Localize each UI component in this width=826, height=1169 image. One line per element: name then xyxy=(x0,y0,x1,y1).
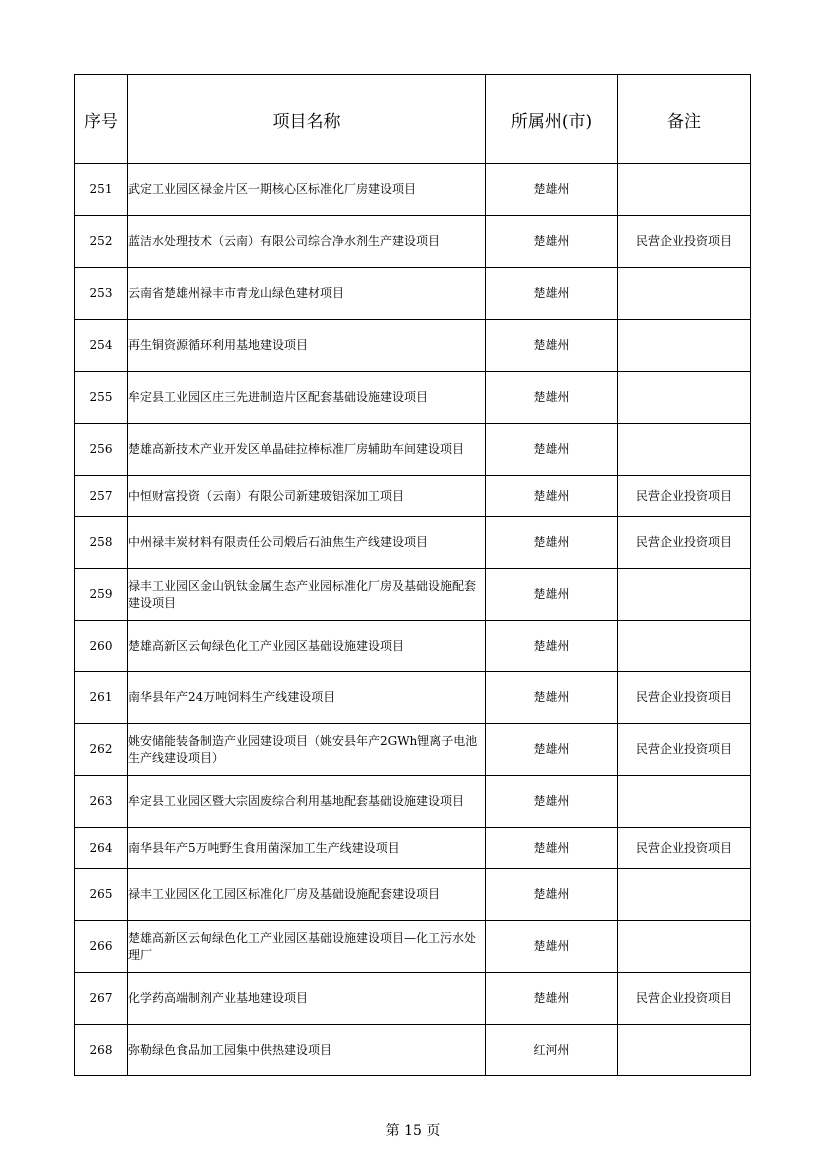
table-row xyxy=(75,869,751,921)
table-row xyxy=(75,164,751,216)
row-prefecture: 楚雄州 xyxy=(486,320,618,372)
row-serial-number: 256 xyxy=(75,424,128,476)
row-project-name: 禄丰工业园区金山钒钛金属生态产业园标准化厂房及基础设施配套建设项目 xyxy=(128,569,486,621)
row-serial-number: 251 xyxy=(75,164,128,216)
row-prefecture: 楚雄州 xyxy=(486,424,618,476)
row-serial-number: 259 xyxy=(75,569,128,621)
table-row xyxy=(75,517,751,569)
row-serial-number: 263 xyxy=(75,776,128,828)
row-serial-number: 253 xyxy=(75,268,128,320)
row-project-name: 南华县年产24万吨饲料生产线建设项目 xyxy=(128,672,486,724)
row-project-name: 中州禄丰炭材料有限责任公司煅后石油焦生产线建设项目 xyxy=(128,517,486,569)
table-header xyxy=(75,75,751,164)
row-remarks xyxy=(618,869,751,921)
row-prefecture: 楚雄州 xyxy=(486,569,618,621)
row-project-name: 姚安储能装备制造产业园建设项目（姚安县年产2GWh锂离子电池生产线建设项目） xyxy=(128,724,486,776)
table-row xyxy=(75,724,751,776)
header-row xyxy=(75,75,751,164)
row-remarks: 民营企业投资项目 xyxy=(618,724,751,776)
row-remarks xyxy=(618,921,751,973)
row-remarks xyxy=(618,372,751,424)
row-project-name: 武定工业园区禄金片区一期核心区标准化厂房建设项目 xyxy=(128,164,486,216)
table-row xyxy=(75,828,751,869)
table-row xyxy=(75,569,751,621)
table-row xyxy=(75,621,751,672)
row-remarks: 民营企业投资项目 xyxy=(618,476,751,517)
row-remarks: 民营企业投资项目 xyxy=(618,828,751,869)
table-row xyxy=(75,921,751,973)
row-prefecture: 楚雄州 xyxy=(486,372,618,424)
row-serial-number: 265 xyxy=(75,869,128,921)
row-project-name: 牟定县工业园区暨大宗固废综合利用基地配套基础设施建设项目 xyxy=(128,776,486,828)
row-project-name: 楚雄高新区云甸绿色化工产业园区基础设施建设项目 xyxy=(128,621,486,672)
table-row xyxy=(75,973,751,1025)
row-serial-number: 255 xyxy=(75,372,128,424)
row-prefecture: 楚雄州 xyxy=(486,724,618,776)
header-remarks: 备注 xyxy=(618,75,751,164)
row-serial-number: 257 xyxy=(75,476,128,517)
row-prefecture: 楚雄州 xyxy=(486,828,618,869)
row-project-name: 禄丰工业园区化工园区标准化厂房及基础设施配套建设项目 xyxy=(128,869,486,921)
row-prefecture: 楚雄州 xyxy=(486,621,618,672)
table-row xyxy=(75,268,751,320)
table-row xyxy=(75,372,751,424)
projects-table xyxy=(74,74,751,1076)
row-project-name: 蓝洁水处理技术（云南）有限公司综合净水剂生产建设项目 xyxy=(128,216,486,268)
table-row xyxy=(75,1025,751,1076)
row-serial-number: 252 xyxy=(75,216,128,268)
row-remarks: 民营企业投资项目 xyxy=(618,517,751,569)
row-project-name: 再生铜资源循环利用基地建设项目 xyxy=(128,320,486,372)
row-prefecture: 楚雄州 xyxy=(486,268,618,320)
row-serial-number: 262 xyxy=(75,724,128,776)
row-serial-number: 268 xyxy=(75,1025,128,1076)
row-prefecture: 楚雄州 xyxy=(486,216,618,268)
row-remarks: 民营企业投资项目 xyxy=(618,672,751,724)
page-number: 第 15 页 xyxy=(385,1123,441,1139)
row-prefecture: 楚雄州 xyxy=(486,973,618,1025)
row-remarks xyxy=(618,268,751,320)
row-serial-number: 260 xyxy=(75,621,128,672)
row-prefecture: 楚雄州 xyxy=(486,776,618,828)
row-remarks: 民营企业投资项目 xyxy=(618,216,751,268)
row-serial-number: 261 xyxy=(75,672,128,724)
header-project-name: 项目名称 xyxy=(128,75,486,164)
table-row xyxy=(75,476,751,517)
row-project-name: 牟定县工业园区庄三先进制造片区配套基础设施建设项目 xyxy=(128,372,486,424)
table-row xyxy=(75,776,751,828)
table-row xyxy=(75,320,751,372)
row-serial-number: 264 xyxy=(75,828,128,869)
row-serial-number: 266 xyxy=(75,921,128,973)
row-serial-number: 258 xyxy=(75,517,128,569)
row-project-name: 中恒财富投资（云南）有限公司新建玻铝深加工项目 xyxy=(128,476,486,517)
row-remarks xyxy=(618,621,751,672)
row-project-name: 南华县年产5万吨野生食用菌深加工生产线建设项目 xyxy=(128,828,486,869)
header-serial-number: 序号 xyxy=(75,75,128,164)
row-project-name: 化学药高端制剂产业基地建设项目 xyxy=(128,973,486,1025)
row-prefecture: 红河州 xyxy=(486,1025,618,1076)
row-prefecture: 楚雄州 xyxy=(486,672,618,724)
row-serial-number: 254 xyxy=(75,320,128,372)
row-prefecture: 楚雄州 xyxy=(486,164,618,216)
row-prefecture: 楚雄州 xyxy=(486,517,618,569)
row-project-name: 弥勒绿色食品加工园集中供热建设项目 xyxy=(128,1025,486,1076)
row-project-name: 云南省楚雄州禄丰市青龙山绿色建材项目 xyxy=(128,268,486,320)
header-prefecture: 所属州(市) xyxy=(486,75,618,164)
row-remarks xyxy=(618,569,751,621)
row-prefecture: 楚雄州 xyxy=(486,869,618,921)
row-project-name: 楚雄高新技术产业开发区单晶硅拉棒标准厂房辅助车间建设项目 xyxy=(128,424,486,476)
row-prefecture: 楚雄州 xyxy=(486,921,618,973)
table-row xyxy=(75,424,751,476)
table-row xyxy=(75,216,751,268)
row-project-name: 楚雄高新区云甸绿色化工产业园区基础设施建设项目—化工污水处理厂 xyxy=(128,921,486,973)
row-remarks xyxy=(618,776,751,828)
row-remarks xyxy=(618,320,751,372)
row-remarks xyxy=(618,164,751,216)
row-serial-number: 267 xyxy=(75,973,128,1025)
table-row xyxy=(75,672,751,724)
row-remarks: 民营企业投资项目 xyxy=(618,973,751,1025)
row-remarks xyxy=(618,1025,751,1076)
row-prefecture: 楚雄州 xyxy=(486,476,618,517)
table-body xyxy=(75,164,751,1076)
row-remarks xyxy=(618,424,751,476)
